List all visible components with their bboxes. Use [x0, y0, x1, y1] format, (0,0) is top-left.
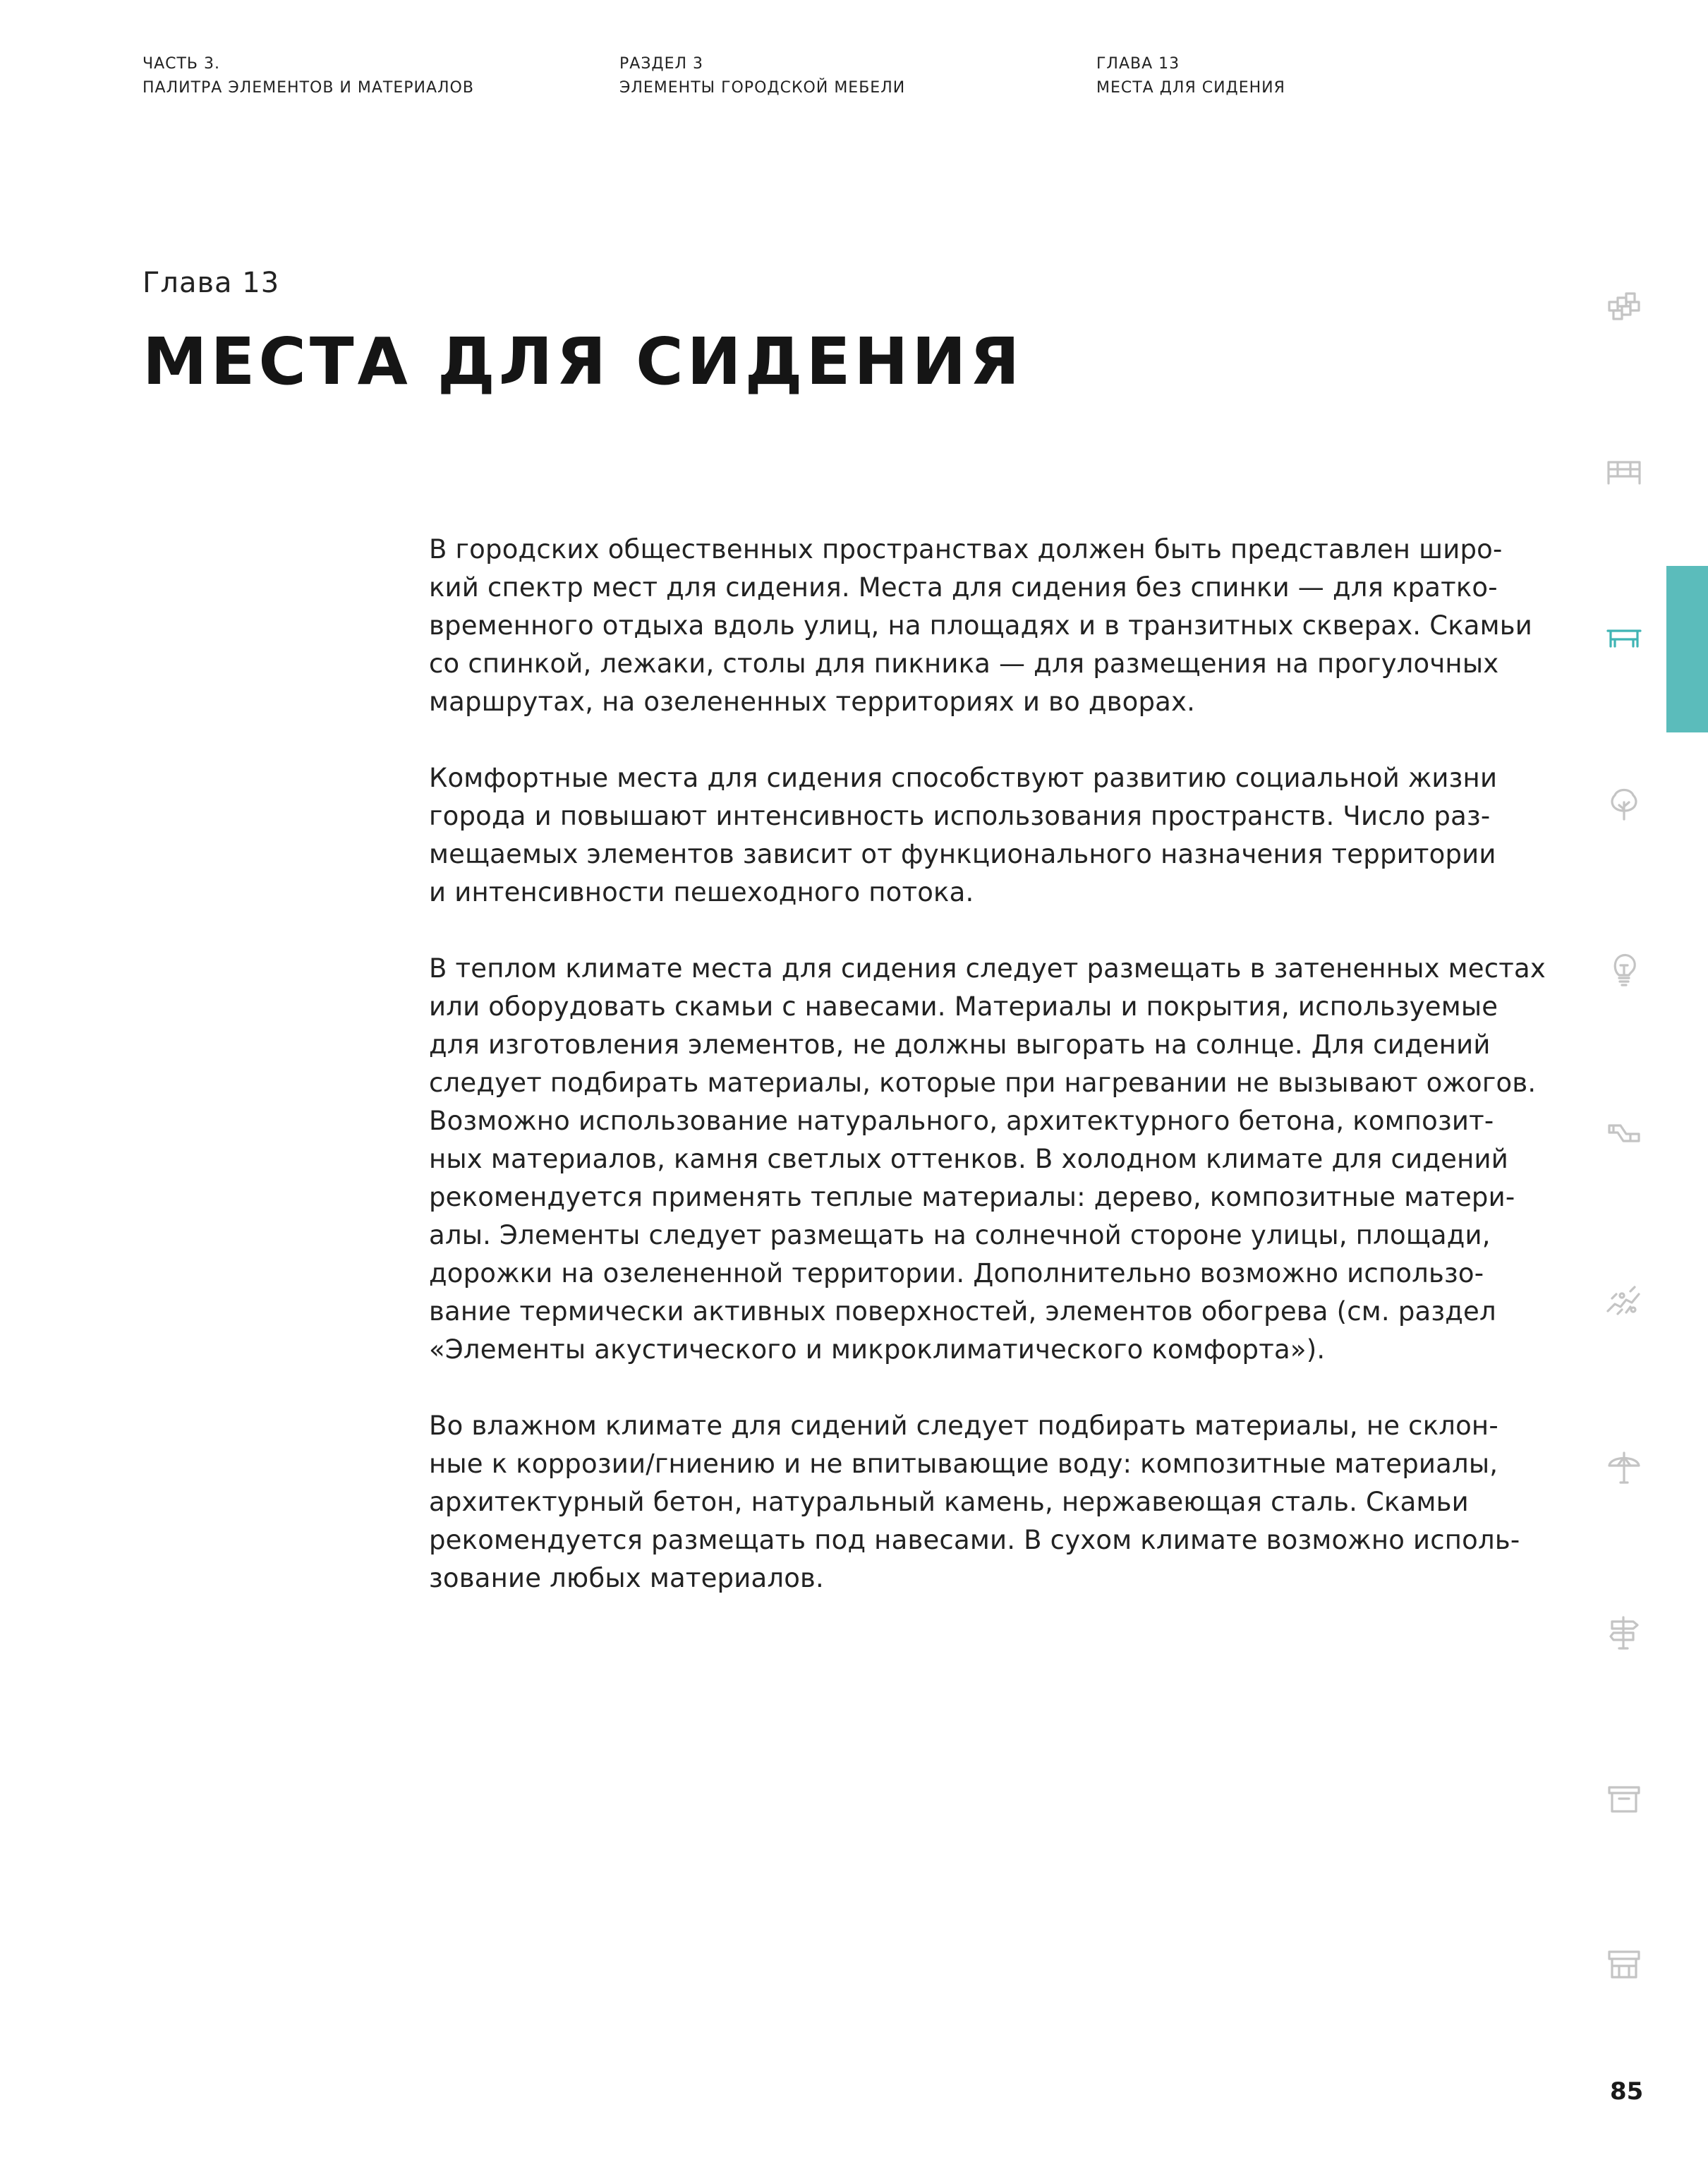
running-head-section-number: РАЗДЕЛ 3: [619, 55, 704, 73]
side-nav-item-seating[interactable]: [1596, 610, 1652, 667]
running-head-part-title: ПАЛИТРА ЭЛЕМЕНТОВ И МАТЕРИАЛОВ: [143, 79, 474, 97]
page-number: 85: [1610, 2077, 1644, 2106]
paragraph-line: рекомендуется размещать под навесами. В сухом климате возможно исполь-: [429, 1525, 1520, 1555]
paragraph-line: следует подбирать материалы, которые при нагревании не вызывают ожогов.: [429, 1068, 1537, 1098]
body-paragraph: [429, 1407, 1558, 1598]
running-head-part-number: ЧАСТЬ 3.: [143, 55, 221, 73]
paragraph-line: со спинкой, лежаки, столы для пикника — для размещения на прогулочных: [429, 648, 1499, 679]
pipe-icon: [1605, 1116, 1643, 1157]
paragraph-line: Во влажном климате для сидений следует подбирать материалы, не склон-: [429, 1411, 1498, 1441]
paragraph-line: рекомендуется применять теплые материалы: дерево, композитные матери-: [429, 1182, 1515, 1212]
paragraph-line: мещаемых элементов зависит от функционального назначения территории: [429, 839, 1496, 869]
side-nav-item-kiosks[interactable]: [1596, 1937, 1652, 1993]
signpost-icon: [1605, 1613, 1643, 1654]
running-head-chapter: [1096, 52, 1285, 100]
paragraph-line: дорожки на озелененной территории. Дополнительно возможно использо-: [429, 1258, 1484, 1288]
side-nav-item-backrest-bench[interactable]: [1596, 445, 1652, 501]
running-head-part: [143, 52, 474, 100]
paragraph-line: и интенсивности пешеходного потока.: [429, 877, 974, 907]
side-nav-item-landscaping[interactable]: [1596, 776, 1652, 833]
paving-tiles-icon: [1605, 286, 1643, 327]
paragraph-line: архитектурный бетон, натуральный камень, нержавеющая сталь. Скамьи: [429, 1487, 1469, 1517]
side-nav-item-bike-racks[interactable]: [1596, 1274, 1652, 1330]
backrest-bench-icon: [1605, 452, 1643, 493]
paragraph-line: В городских общественных пространствах должен быть представлен широ-: [429, 534, 1503, 565]
paragraph-line: маршрутах, на озелененных территориях и во дворах.: [429, 687, 1196, 717]
body-paragraph: [429, 759, 1558, 912]
seating-bench-icon: [1605, 618, 1643, 659]
paragraph-line: Комфортные места для сидения способствуют развитию социальной жизни: [429, 763, 1498, 793]
active-chapter-tab[interactable]: [1666, 566, 1708, 732]
running-head-chapter-title: МЕСТА ДЛЯ СИДЕНИЯ: [1096, 79, 1285, 97]
side-nav-item-wayfinding[interactable]: [1596, 1605, 1652, 1662]
paragraph-line: или оборудовать скамьи с навесами. Материалы и покрытия, используемые: [429, 991, 1498, 1022]
side-nav-item-canopies[interactable]: [1596, 1439, 1652, 1496]
umbrella-icon: [1605, 1447, 1643, 1488]
paragraph-line: ные к коррозии/гниению и не впитывающие воду: композитные материалы,: [429, 1449, 1498, 1479]
side-nav-item-waste[interactable]: [1596, 1771, 1652, 1828]
paragraph-line: «Элементы акустического и микроклиматического комфорта»).: [429, 1334, 1326, 1365]
lightbulb-icon: [1605, 950, 1643, 991]
paragraph-line: ных материалов, камня светлых оттенков. В холодном климате для сидений: [429, 1144, 1508, 1174]
side-nav-item-lighting[interactable]: [1596, 942, 1652, 998]
body-paragraph: [429, 950, 1558, 1369]
side-nav-item-paving[interactable]: [1596, 279, 1652, 335]
paragraph-line: алы. Элементы следует размещать на солнечной стороне улицы, площади,: [429, 1220, 1491, 1250]
running-head-section: [619, 52, 905, 100]
paragraph-line: для изготовления элементов, не должны выгорать на солнце. Для сидений: [429, 1030, 1491, 1060]
chapter-label: Глава 13: [143, 267, 280, 299]
side-nav-item-drainage[interactable]: [1596, 1108, 1652, 1164]
paragraph-line: зование любых материалов.: [429, 1563, 824, 1593]
paragraph-line: кий спектр мест для сидения. Места для сидения без спинки — для кратко-: [429, 572, 1498, 603]
body-text: [429, 531, 1558, 1636]
paragraph-line: города и повышают интенсивность использования пространств. Число раз-: [429, 801, 1491, 831]
paragraph-line: вание термически активных поверхностей, элементов обогрева (см. раздел: [429, 1296, 1496, 1327]
page-title: МЕСТА ДЛЯ СИДЕНИЯ: [143, 324, 1024, 399]
tree-icon: [1605, 784, 1643, 825]
kiosk-icon: [1605, 1945, 1643, 1986]
running-head-chapter-number: ГЛАВА 13: [1096, 55, 1180, 73]
bike-rack-icon: [1605, 1281, 1643, 1322]
paragraph-line: временного отдыха вдоль улиц, на площадях и в транзитных скверах. Скамьи: [429, 610, 1533, 641]
paragraph-line: В теплом климате места для сидения следует размещать в затененных местах: [429, 953, 1546, 984]
body-paragraph: [429, 531, 1558, 721]
paragraph-line: Возможно использование натурального, архитектурного бетона, композит-: [429, 1106, 1494, 1136]
waste-bin-icon: [1605, 1779, 1643, 1820]
running-head-section-title: ЭЛЕМЕНТЫ ГОРОДСКОЙ МЕБЕЛИ: [619, 79, 906, 97]
